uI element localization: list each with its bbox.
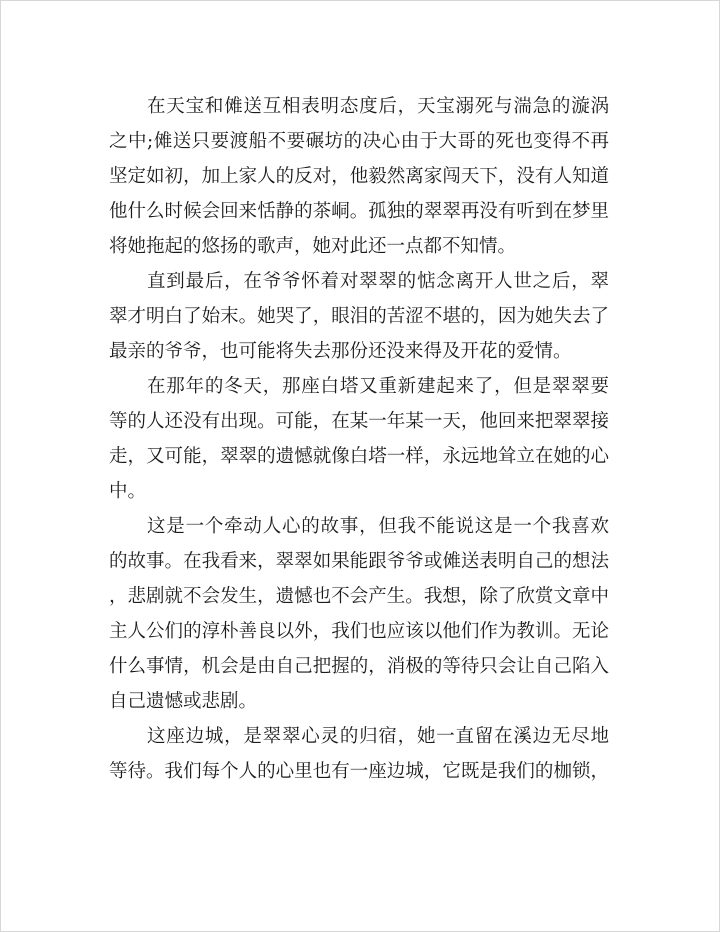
text-line: 之中;傩送只要渡船不要碾坊的决心由于大哥的死也变得不再	[109, 131, 609, 152]
text-line: 的故事。在我看来，翠翠如果能跟爷爷或傩送表明自己的想法	[109, 551, 609, 572]
text-line: 坚定如初，加上家人的反对，他毅然离家闯天下，没有人知道	[109, 166, 609, 187]
text-line: 这是一个牵动人心的故事，但我不能说这是一个我喜欢	[147, 516, 609, 537]
text-line: 等的人还没有出现。可能，在某一年某一天，他回来把翠翠接	[109, 411, 609, 432]
text-line: 在天宝和傩送互相表明态度后，天宝溺死与湍急的漩涡	[147, 96, 609, 117]
text-line: ，悲剧就不会发生，遗憾也不会产生。我想，除了欣赏文章中	[109, 586, 609, 607]
text-line: 主人公们的淳朴善良以外，我们也应该以他们作为教训。无论	[109, 621, 609, 642]
text-line: 什么事情，机会是由自己把握的，消极的等待只会让自己陷入	[109, 656, 609, 677]
text-line: 自己遗憾或悲剧。	[109, 691, 258, 712]
document-body	[109, 89, 609, 789]
text-line: 最亲的爷爷，也可能将失去那份还没来得及开花的爱情。	[109, 341, 572, 362]
paragraph-3	[109, 369, 609, 509]
text-line: 走，又可能，翠翠的遗憾就像白塔一样，永远地耸立在她的心	[109, 446, 609, 467]
text-line: 中。	[109, 481, 147, 502]
paragraph-5	[109, 719, 609, 789]
text-line: 在那年的冬天，那座白塔又重新建起来了，但是翠翠要	[147, 376, 609, 397]
text-line: 直到最后，在爷爷怀着对翠翠的惦念离开人世之后，翠	[147, 271, 609, 292]
paragraph-1	[109, 89, 609, 264]
text-line: 将她拖起的悠扬的歌声，她对此还一点都不知情。	[109, 236, 517, 257]
text-line: 他什么时候会回来恬静的茶峒。孤独的翠翠再没有听到在梦里	[109, 201, 609, 222]
paragraph-4	[109, 509, 609, 719]
text-line: 这座边城，是翠翠心灵的归宿，她一直留在溪边无尽地	[147, 726, 609, 747]
text-line: 等待。我们每个人的心里也有一座边城，它既是我们的枷锁，	[109, 761, 609, 782]
paragraph-2	[109, 264, 609, 369]
text-line: 翠才明白了始末。她哭了，眼泪的苦涩不堪的，因为她失去了	[109, 306, 609, 327]
